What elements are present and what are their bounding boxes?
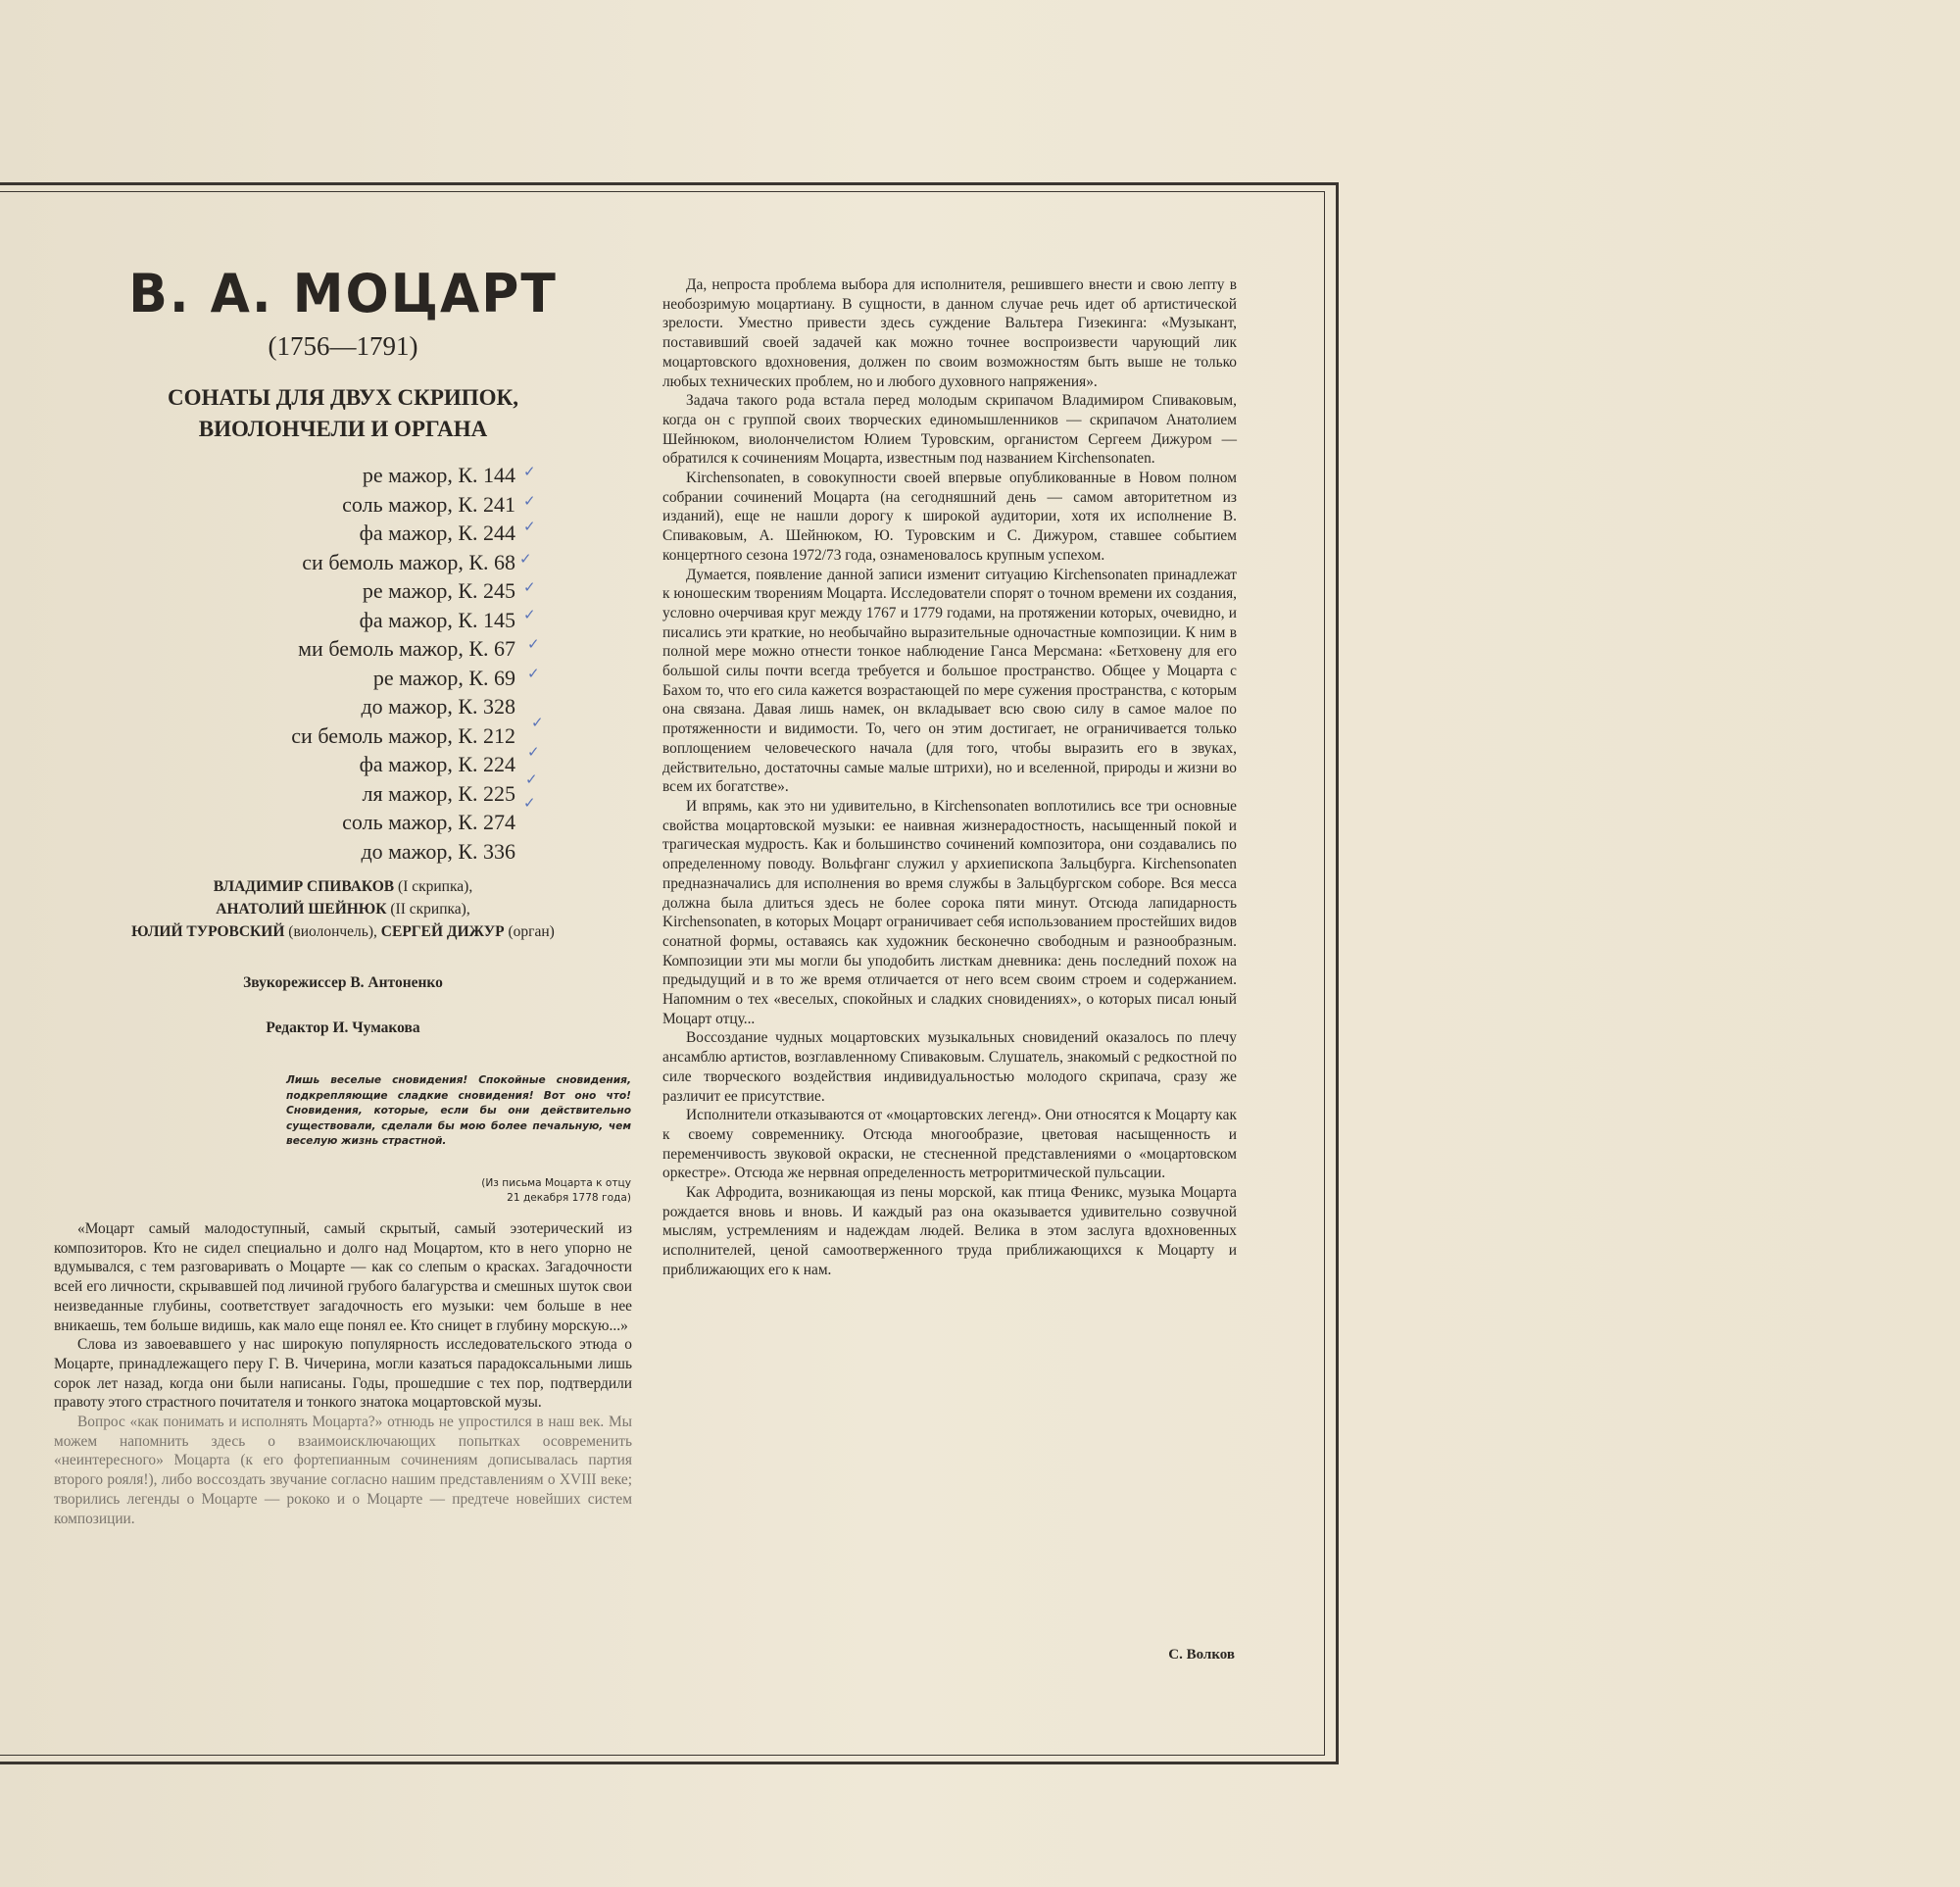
performer-name: СЕРГЕЙ ДИЖУР bbox=[380, 923, 505, 940]
article-paragraph: Воссоздание чудных моцартовских музыкальных сновидений оказалось по плечу ансамблю артистов, возглавленному Спиваковым. Слушатель, знакомый с редкостной по силе творческого воздействия индивидуальностью молодого скрипача, сразу же различит ее присутствие. bbox=[662, 1029, 1237, 1105]
editor-credit: Редактор И. Чумакова bbox=[266, 1019, 420, 1036]
composer-title: В. А. МОЦАРТ bbox=[128, 263, 558, 325]
check-mark-icon: ✓ bbox=[523, 492, 536, 510]
album-subtitle bbox=[59, 382, 627, 445]
performer-role: (II скрипка), bbox=[390, 901, 470, 918]
sonata-item: фа мажор, К. 244 bbox=[359, 521, 515, 545]
check-mark-icon: ✓ bbox=[523, 578, 536, 596]
check-mark-icon: ✓ bbox=[531, 714, 544, 731]
performer-line bbox=[54, 920, 632, 943]
sonata-item: ре мажор, К. 144 bbox=[362, 463, 515, 487]
sonata-item: фа мажор, К. 224 bbox=[359, 752, 515, 776]
check-mark-icon: ✓ bbox=[525, 770, 538, 788]
sound-engineer-credit: Звукорежиссер В. Антоненко bbox=[243, 974, 443, 991]
article-paragraph: И впрямь, как это ни удивительно, в Kirchensonaten воплотились все три основные свойства моцартовской музыки: ее наивная жизнерадостность, насыщенный покой и трагическая мудрость. Как и большинство сочинений композитора, они создавались по определенному поводу. Вольфганг служил у архиепископа Зальцбурга. Kirchensonaten предназначались для исполнения во время службы в Зальцбургском соборе. Вся месса должна была длиться здесь не более сорока пяти минут. Отсюда лапидарность Kirchensonaten, в которых Моцарт ограничивает себя использованием простейших видов сонатной формы, оставаясь как художник бесконечно свободным и разнообразным. Композиции эти мы могли бы уподобить листкам дневника: день последний похож на предыдущий и в то же время отличается от него всем своим строем и содержанием. Напомним о тех «веселых, спокойных и сладких сновидениях», о которых писал юный Моцарт отцу... bbox=[662, 797, 1237, 1027]
sonata-item: ми бемоль мажор, К. 67 bbox=[298, 636, 515, 661]
article-paragraph: Слова из завоевавшего у нас широкую популярность исследовательского этюда о Моцарте, принадлежащего перу Г. В. Чичерина, могли казаться парадоксальными лишь сорок лет назад, когда они были написаны. Годы, прошедшие с тех пор, подтвердили правоту этого страстного почитателя и тонкого знатока моцартовской музы. bbox=[54, 1336, 632, 1412]
check-mark-icon: ✓ bbox=[523, 606, 536, 623]
check-mark-icon: ✓ bbox=[523, 794, 536, 812]
composer-years: (1756—1791) bbox=[268, 331, 418, 361]
subtitle-line-1: СОНАТЫ ДЛЯ ДВУХ СКРИПОК, bbox=[168, 385, 518, 410]
epigraph-source bbox=[353, 1176, 631, 1206]
sonata-item: до мажор, К. 328 bbox=[361, 694, 515, 719]
performer-name: ЮЛИЙ ТУРОВСКИЙ bbox=[131, 923, 285, 940]
performer-role: (I скрипка), bbox=[398, 878, 473, 895]
subtitle-line-2: ВИОЛОНЧЕЛИ И ОРГАНА bbox=[198, 417, 488, 441]
sonata-item: соль мажор, К. 274 bbox=[342, 810, 515, 834]
author-signature: С. Волков bbox=[1168, 1647, 1235, 1663]
article-paragraph: Kirchensonaten, в совокупности своей впервые опубликованные в Новом полном собрании сочинений Моцарта (на сегодняшний день — самом авторитетном из изданий), еще не нашли дорогу к широкой аудитории, хотя их исполнение В. Спиваковым, А. Шейнюком, Ю. Туровским и С. Дижуром, ставшее событием концертного сезона 1972/73 года, ознаменовалось крупным успехом. bbox=[662, 470, 1237, 564]
sonata-item: до мажор, К. 336 bbox=[361, 838, 515, 864]
performers-credits bbox=[54, 875, 632, 943]
article-paragraph: Думается, появление данной записи изменит ситуацию Kirchensonaten принадлежат к юношеским творениям Моцарта. Исследователи спорят о точном времени их создания, условно очерчивая круг между 1767 и 1779 годами, на протяжении которых, очевидно, и писались эти краткие, но необычайно выразительные одночастные композиции. К ним в полной мере можно отнести тонкое наблюдение Ганса Мерсмана: «Бетховену для его большой силы почти всегда требуется и большое пространство. Общее у Моцарта с Бахом то, что его сила кажется возрастающей по мере сужения пространства, с которым она связана. Давая лишь намек, он вкладывает всю свою силу в самое малое по протяженности и видимости. То, чего он этим достигает, не ограничивается только воплощением человеческого начала (для того, чтобы выразить его в звуках, действительно, достаточны самые малые штрихи), но и вселенной, природы и жизни во всем их богатстве». bbox=[662, 566, 1237, 796]
sonata-item: соль мажор, К. 241 bbox=[342, 491, 515, 517]
performer-role: (виолончель), bbox=[288, 923, 377, 940]
sonata-item: фа мажор, К. 145 bbox=[359, 607, 515, 632]
check-mark-icon: ✓ bbox=[523, 463, 536, 480]
article-paragraph: Как Афродита, возникающая из пены морской, как птица Феникс, музыка Моцарта рождается вновь и вновь. И каждый раз она оказывается удивительно созвучной мыслям, устремлениям и надеждам людей. Велика в этом заслуга вдохновенных исполнителей, ценой самоотверженного труда приближающихся к Моцарту и приближающих его к нам. bbox=[662, 1184, 1237, 1278]
article-paragraph: Задача такого рода встала перед молодым скрипачом Владимиром Спиваковым, когда он с группой своих творческих единомышленников — скрипачом Анатолием Шейнюком, виолончелистом Юлием Туровским, органистом Сергеем Дижуром — обратился к сочинениям Моцарта, известным под названием Kirchensonaten. bbox=[662, 392, 1237, 468]
performer-line bbox=[54, 898, 632, 920]
epigraph-quote: Лишь веселые сновидения! Спокойные сновидения, подкрепляющие сладкие сновидения! Вот оно что! Сновидения, которые, если бы они действительно существовали, сделали бы мою более печальную, чем веселую жизнь страстной. bbox=[286, 1074, 631, 1148]
sonata-item: си бемоль мажор, К. 68 bbox=[302, 549, 515, 574]
right-column-article bbox=[662, 275, 1237, 1280]
sonata-item: си бемоль мажор, К. 212 bbox=[291, 722, 515, 748]
epigraph-source-line: (Из письма Моцарта к отцу bbox=[481, 1177, 631, 1189]
check-mark-icon: ✓ bbox=[519, 550, 532, 568]
performer-line bbox=[54, 875, 632, 898]
check-mark-icon: ✓ bbox=[527, 743, 540, 761]
performer-name: АНАТОЛИЙ ШЕЙНЮК bbox=[216, 901, 387, 918]
check-mark-icon: ✓ bbox=[527, 665, 540, 682]
check-mark-icon: ✓ bbox=[523, 518, 536, 535]
article-paragraph: «Моцарт самый малодоступный, самый скрытый, самый эзотерический из композиторов. Кто не сидел специально и долго над Моцартом, кто в него упорно не вдумывался, с тем разговаривать о Моцарте — как со слепым о красках. Загадочности всей его личности, скрывавшей под личиной грубого балагурства и смешных шуток свои неизведанные глубины, соответствует загадочность его музыки: чем больше в нее вникаешь, тем больше видишь, как мало еще понял ее. Кто сницет в глубину морскую...» bbox=[54, 1220, 632, 1334]
article-paragraph: Вопрос «как понимать и исполнять Моцарта?» отнюдь не упростился в наш век. Мы можем напомнить здесь о взаимоисключающих попытках осовременить «неинтересного» Моцарта (к его фортепианным сочинениям дописывалась партия второго рояля!), либо воссоздать звучание согласно нашим представлениям о XVIII веке; творились легенды о Моцарте — рококо и о Моцарте — предтече новейших систем композиции. bbox=[54, 1414, 632, 1527]
epigraph-source-line: 21 декабря 1778 года) bbox=[507, 1192, 631, 1204]
sonata-item: ля мажор, К. 225 bbox=[362, 780, 515, 806]
article-paragraph: Исполнители отказываются от «моцартовских легенд». Они относятся к Моцарту как к своему современнику. Отсюда многообразие, цветовая насыщенность и переменчивость звуковой окраски, не стесненной представлениями о «моцартовском оркестре». Отсюда же нервная определенность метроритмической пульсации. bbox=[662, 1107, 1237, 1182]
left-column-article bbox=[54, 1219, 632, 1528]
performer-role: (орган) bbox=[508, 923, 555, 940]
performer-name: ВЛАДИМИР СПИВАКОВ bbox=[213, 878, 395, 895]
sonata-item: ре мажор, К. 69 bbox=[372, 665, 515, 690]
check-mark-icon: ✓ bbox=[527, 635, 540, 653]
article-paragraph: Да, непроста проблема выбора для исполнителя, решившего внести и свою лепту в необозримую моцартиану. В сущности, в данном случае речь идет об артистической зрелости. Уместно привести здесь суждение Вальтера Гизекинга: «Музыкант, поставивший своей задачей как можно точнее воспроизвести чарующий лик моцартовского вдохновения, должен по своим возможностям быть выше не только любых технических проблем, но и любого духовного напряжения». bbox=[662, 276, 1237, 390]
sonata-item: ре мажор, К. 245 bbox=[362, 578, 515, 603]
sonata-list bbox=[157, 461, 515, 866]
